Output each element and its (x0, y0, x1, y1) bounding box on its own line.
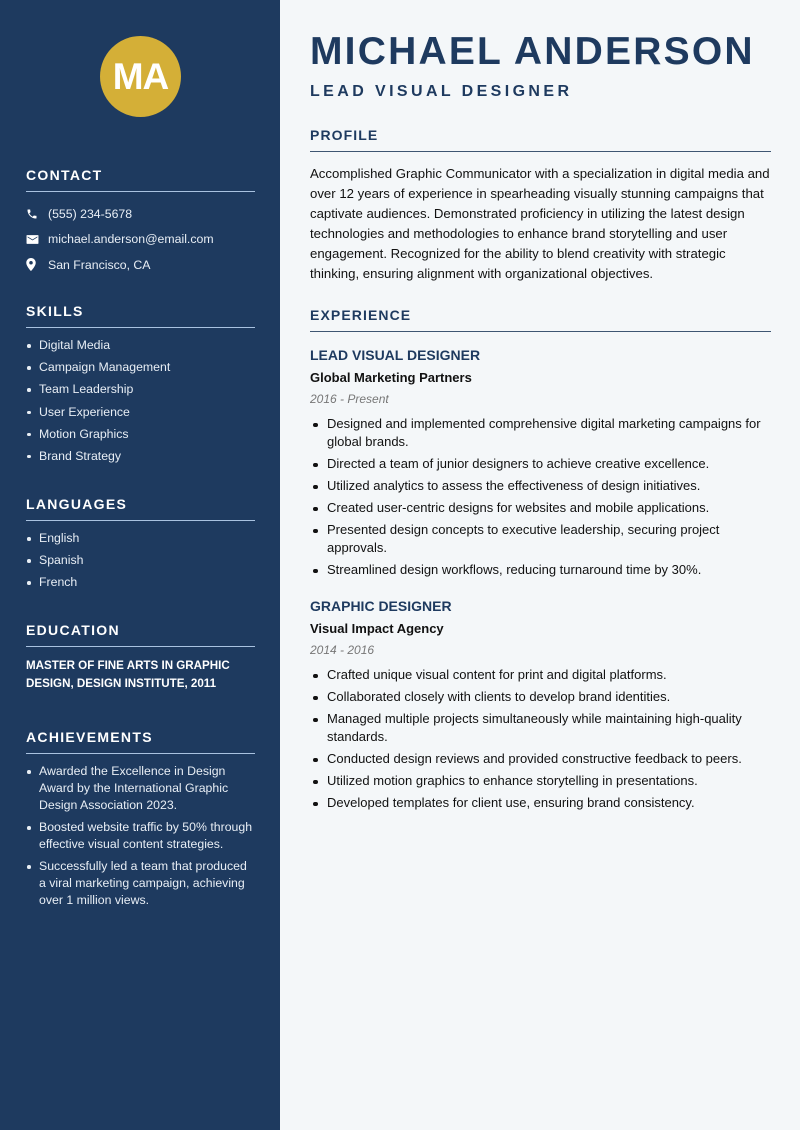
education-heading: EDUCATION (26, 622, 255, 647)
contact-location (26, 252, 255, 278)
skill-item: Digital Media (26, 337, 255, 354)
skill-item: Campaign Management (26, 359, 255, 376)
skills-section (26, 303, 255, 470)
job-bullet: Managed multiple projects simultaneously while maintaining high-quality standards. (310, 710, 771, 746)
contact-heading: CONTACT (26, 167, 255, 192)
experience-heading: EXPERIENCE (310, 307, 771, 332)
achievements-list (26, 763, 255, 909)
education-section (26, 622, 255, 692)
job-company: Global Marketing Partners (310, 370, 472, 385)
sidebar (0, 0, 280, 1130)
job-bullet: Developed templates for client use, ensuring brand consistency. (310, 794, 771, 812)
languages-section (26, 496, 255, 597)
job-bullet: Crafted unique visual content for print and digital platforms. (310, 666, 771, 684)
contact-section (26, 167, 255, 278)
location-pin-icon (26, 258, 48, 271)
skill-item: Brand Strategy (26, 448, 255, 465)
languages-list (26, 530, 255, 591)
job-bullet: Designed and implemented comprehensive digital marketing campaigns for global brands. (310, 415, 771, 451)
email-text: michael.anderson@email.com (48, 232, 214, 247)
job-dates: 2016 - Present (310, 392, 389, 406)
achievement-item: Successfully led a team that produced a viral marketing campaign, achieving over 1 million views. (26, 858, 255, 909)
skills-heading: SKILLS (26, 303, 255, 328)
contact-phone[interactable] (26, 201, 255, 227)
profile-heading: PROFILE (310, 127, 771, 152)
candidate-title: LEAD VISUAL DESIGNER (310, 83, 573, 100)
achievements-section (26, 729, 255, 914)
job-entry (310, 346, 771, 583)
candidate-name: MICHAEL ANDERSON (310, 30, 755, 73)
achievement-item: Awarded the Excellence in Design Award by the International Graphic Design Association 2023. (26, 763, 255, 814)
job-entry (310, 597, 771, 816)
phone-icon (26, 208, 48, 220)
job-role: LEAD VISUAL DESIGNER (310, 347, 481, 363)
job-bullet: Collaborated closely with clients to develop brand identities. (310, 688, 771, 706)
job-company: Visual Impact Agency (310, 621, 444, 636)
job-bullets (310, 666, 771, 812)
job-bullets (310, 415, 771, 579)
job-bullet: Utilized analytics to assess the effectiveness of design initiatives. (310, 477, 771, 495)
achievement-item: Boosted website traffic by 50% through effective visual content strategies. (26, 819, 255, 853)
job-bullet: Presented design concepts to executive leadership, securing project approvals. (310, 521, 771, 557)
achievements-heading: ACHIEVEMENTS (26, 729, 255, 754)
skills-list (26, 337, 255, 465)
skill-item: Motion Graphics (26, 426, 255, 443)
skill-item: User Experience (26, 404, 255, 421)
language-item: French (26, 574, 255, 591)
job-role: GRAPHIC DESIGNER (310, 598, 452, 614)
language-item: Spanish (26, 552, 255, 569)
job-bullet: Streamlined design workflows, reducing turnaround time by 30%. (310, 561, 771, 579)
language-item: English (26, 530, 255, 547)
skill-item: Team Leadership (26, 381, 255, 398)
job-bullet: Utilized motion graphics to enhance storytelling in presentations. (310, 772, 771, 790)
contact-email[interactable] (26, 227, 255, 253)
location-text: San Francisco, CA (48, 257, 151, 272)
job-dates: 2014 - 2016 (310, 643, 375, 657)
avatar-initials: MA (112, 55, 169, 97)
job-bullet: Directed a team of junior designers to achieve creative excellence. (310, 455, 771, 473)
email-icon (26, 234, 48, 245)
languages-heading: LANGUAGES (26, 496, 255, 521)
profile-summary: Accomplished Graphic Communicator with a specialization in digital media and over 12 years of experience in spearheading visually stunning campaigns that captivate audiences. Demonstrated proficiency in utilizing the latest design technologies and methodologies to enhance brand storytelling and user engagement. Recognized for the ability to blend creativity with strategic thinking, ensuring alignment with organizational objectives. (310, 166, 770, 281)
job-bullet: Conducted design reviews and provided constructive feedback to peers. (310, 750, 771, 768)
education-entry: MASTER OF FINE ARTS IN GRAPHIC DESIGN, DESIGN INSTITUTE, 2011 (26, 659, 230, 690)
phone-text: (555) 234-5678 (48, 206, 133, 221)
avatar (100, 36, 181, 117)
job-bullet: Created user-centric designs for websites and mobile applications. (310, 499, 771, 517)
